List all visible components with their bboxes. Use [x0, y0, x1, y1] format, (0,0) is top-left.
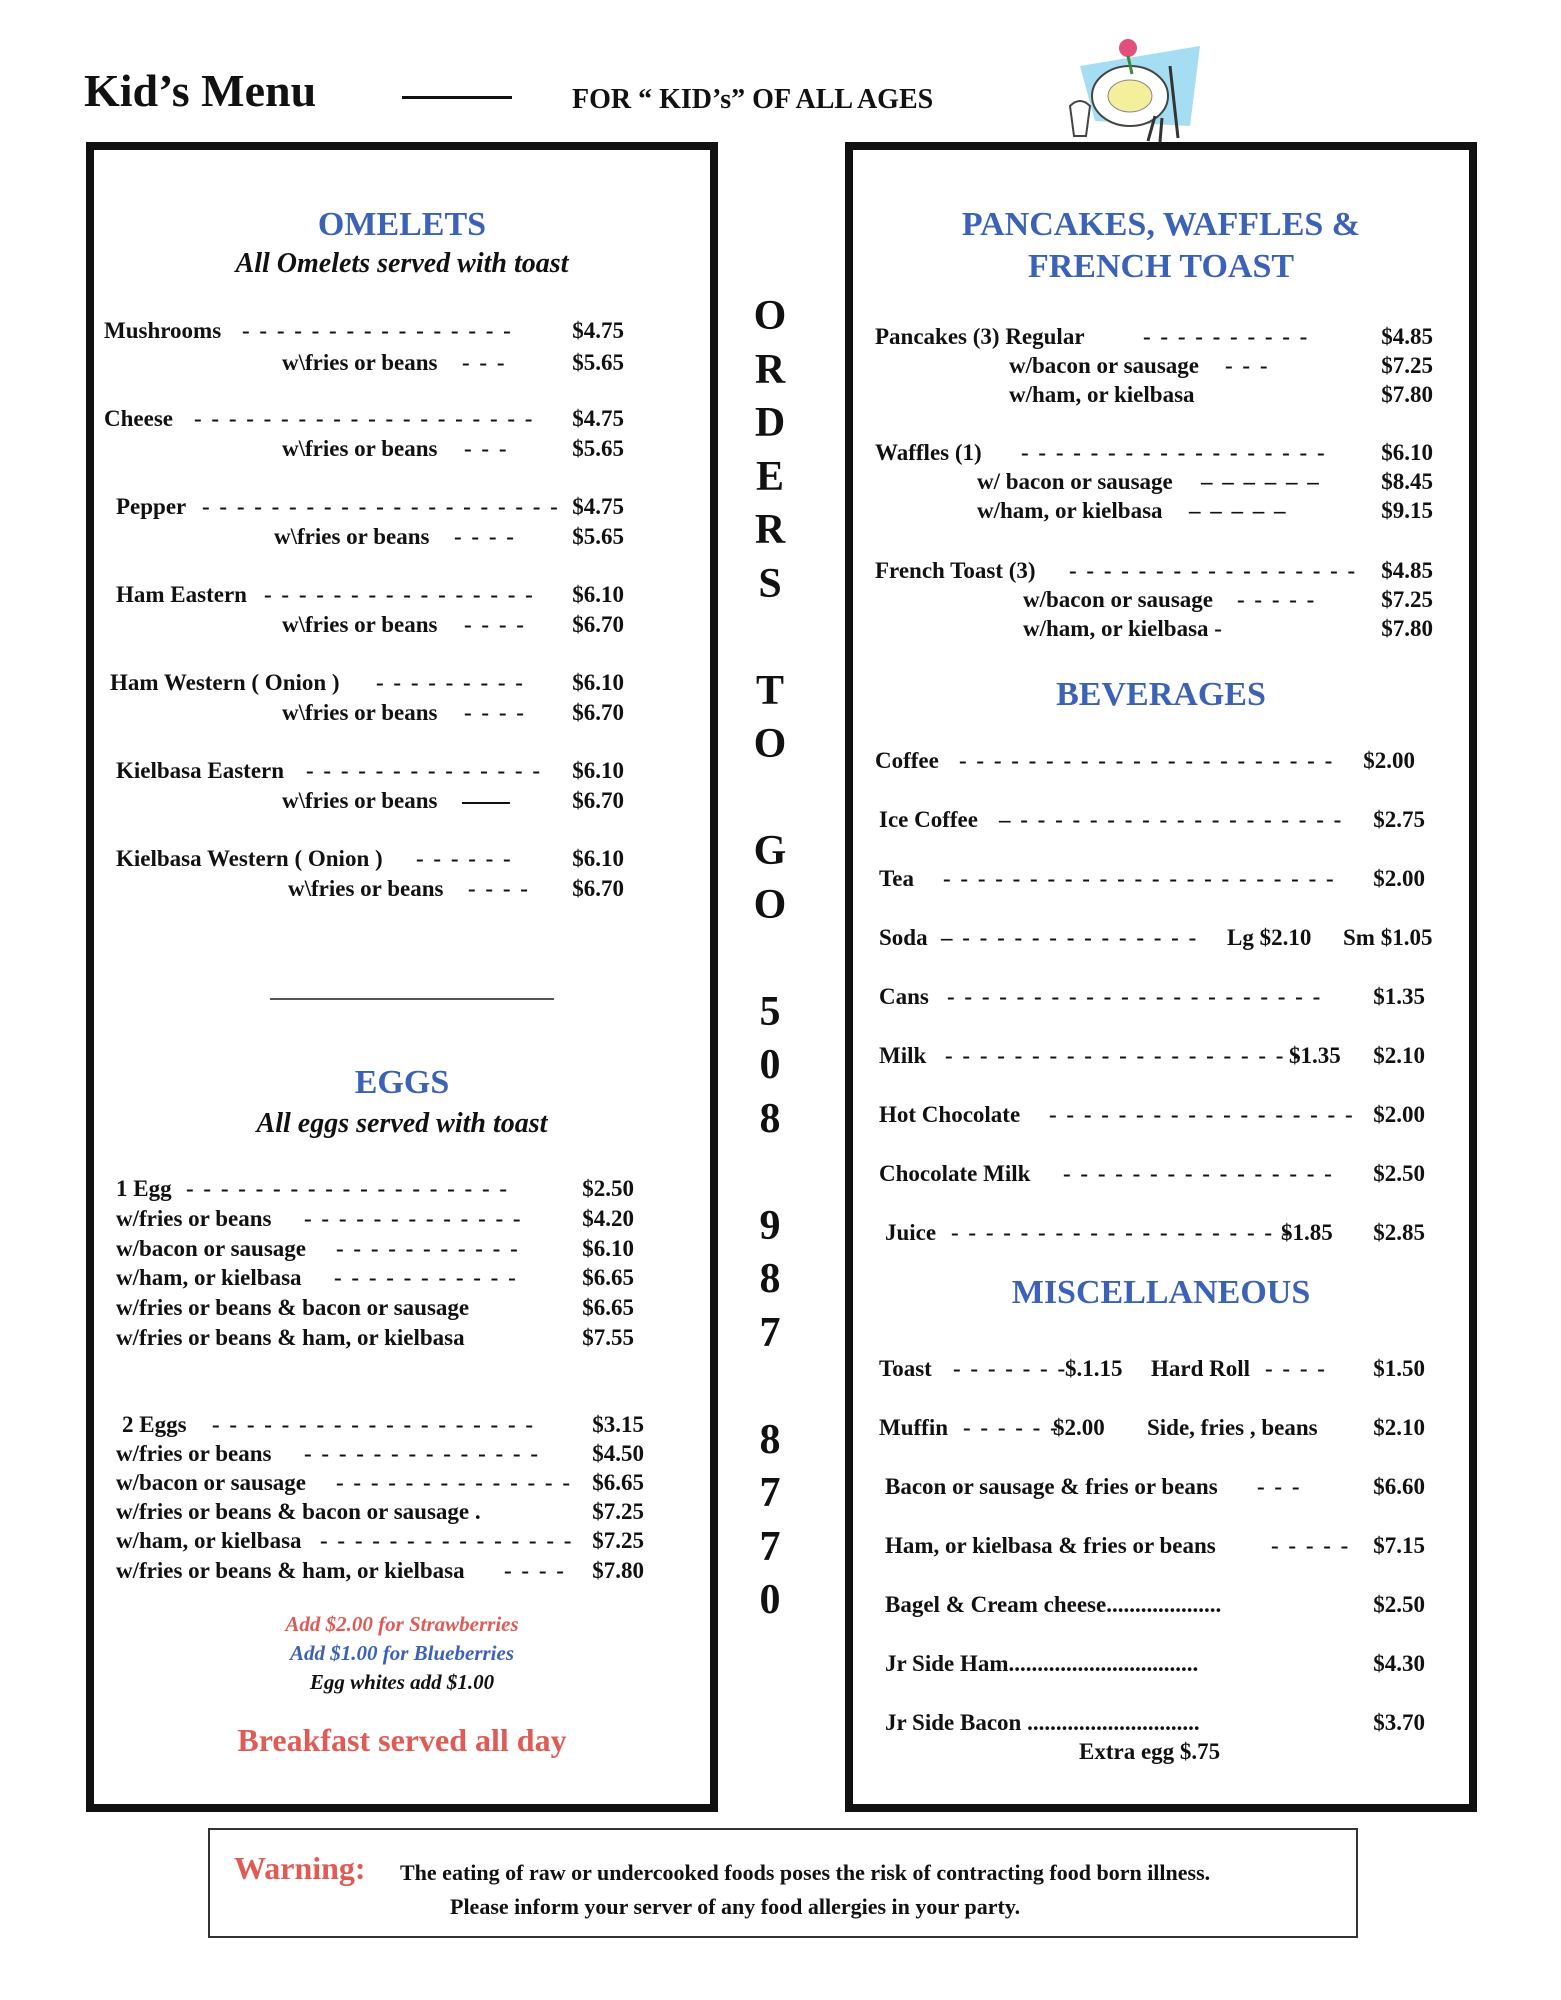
leader-dashes: - - - - - - - - - - -: [336, 1236, 520, 1261]
menu-item-price: $4.75: [572, 494, 624, 519]
vertical-char: 0: [759, 1042, 781, 1088]
menu-item-price: $6.10: [572, 846, 624, 871]
leader-dashes: - - - - -: [1271, 1533, 1351, 1558]
misc-price: $2.50: [1373, 1592, 1425, 1617]
page-subtitle: FOR “ KID’s” OF ALL AGES: [572, 84, 934, 115]
vertical-char: [730, 1360, 810, 1414]
egg-option: w/bacon or sausage: [116, 1236, 306, 1261]
vertical-char: [730, 611, 810, 665]
vertical-char: 0: [759, 1577, 781, 1623]
leader-dashes: - - - - - - - - - -: [1143, 324, 1310, 349]
egg-option: w/fries or beans & bacon or sausage .: [116, 1499, 481, 1524]
juice-small-price: $1.85: [1281, 1220, 1333, 1245]
beverage-name: Hot Chocolate: [879, 1102, 1021, 1127]
beverage-name: Chocolate Milk: [879, 1161, 1031, 1186]
menu-item-option: w\fries or beans: [274, 524, 430, 549]
misc-price: $2.10: [1373, 1415, 1425, 1440]
leader-dashes: - - - - - - - - - - - - - - - - - - - - - -: [947, 984, 1323, 1009]
leader-dashes: - - - - -: [1237, 587, 1317, 612]
title-divider: [402, 96, 512, 99]
vertical-char: O: [753, 293, 787, 339]
vertical-char: 9: [759, 1202, 781, 1249]
vertical-char: G: [753, 828, 787, 874]
vertical-char: 7: [759, 1309, 781, 1356]
beverage-name: Tea: [879, 866, 914, 891]
menu-item-price: $4.75: [572, 406, 624, 431]
misc-item: Toast: [879, 1356, 932, 1381]
leader-dashes: - - - - - - - - - - - - - - - - - - - - -: [202, 494, 560, 519]
egg-option: w/ham, or kielbasa: [116, 1265, 302, 1290]
leader-dashes: - - - - - - - - - - - - - - - - - - - -: [194, 406, 535, 431]
egg-option-price: $4.50: [592, 1441, 644, 1466]
menu-item-name: Waffles (1): [875, 440, 982, 465]
leader-dashes: – - - - - - - - - - - - - - - - - - - -: [999, 807, 1344, 832]
beverage-price: $2.00: [1373, 866, 1425, 891]
misc-item: Jr Side Bacon ..............................: [885, 1710, 1200, 1735]
misc-item: Bacon or sausage & fries or beans: [885, 1474, 1218, 1499]
leader-dashes: - - - -: [468, 876, 530, 901]
menu-item-option: w\fries or beans: [282, 612, 438, 637]
strawberries-addon: Add $2.00 for Strawberries: [285, 1612, 519, 1636]
vertical-char: O: [753, 881, 787, 928]
egg-option: 2 Eggs: [122, 1412, 187, 1437]
milk-small-price: $1.35: [1289, 1043, 1341, 1068]
leader-dashes: - - - - - - - - - - - - - - - - - - - - - -: [959, 748, 1335, 773]
leader-dashes: - - - -: [504, 1558, 566, 1583]
vertical-char: 7: [759, 1470, 781, 1516]
misc-item: Bagel & Cream cheese....................: [885, 1592, 1222, 1617]
vertical-char: S: [758, 560, 782, 607]
menu-item-option-price: $7.25: [1381, 353, 1433, 378]
menu-item-name: Pepper: [116, 494, 187, 519]
egg-option-price: $4.20: [582, 1206, 634, 1231]
egg-option-price: $2.50: [582, 1176, 634, 1201]
juice-large-price: $2.85: [1373, 1220, 1425, 1245]
leader-dashes: - - - - - - - - - - - - - -: [304, 1441, 540, 1466]
leader-dashes: - - - - - - - - - - - - - - - - - - - - -: [945, 1043, 1303, 1068]
right-menu-panel: [845, 142, 1477, 1812]
menu-item-option-price: $6.70: [572, 612, 624, 637]
extra-egg: Extra egg $.75: [1079, 1739, 1221, 1764]
vertical-char: E: [755, 453, 784, 500]
eggs-subheading: All eggs served with toast: [256, 1108, 548, 1139]
menu-item-option: w/ bacon or sausage: [977, 469, 1173, 494]
menu-item-option: w\fries or beans: [282, 350, 438, 375]
misc-item: Jr Side Ham.................................: [885, 1651, 1199, 1676]
egg-option: w/fries or beans & ham, or kielbasa: [116, 1558, 465, 1583]
omelets-heading: OMELETS: [317, 206, 487, 243]
vertical-char: 8: [759, 1416, 781, 1463]
menu-item-option-price: $6.70: [572, 876, 624, 901]
menu-item-price: $4.85: [1381, 324, 1433, 349]
egg-option-price: $6.65: [582, 1295, 634, 1320]
beverage-price: $1.35: [1373, 984, 1425, 1009]
vertical-char: [730, 932, 810, 986]
menu-item-option: w/ham, or kielbasa -: [1023, 616, 1222, 641]
egg-option-price: $6.65: [592, 1470, 644, 1495]
menu-item-option-price: $5.65: [572, 350, 624, 375]
egg-option-price: $3.15: [592, 1412, 644, 1437]
egg-option: w/bacon or sausage: [116, 1470, 306, 1495]
menu-item-option-price: $7.80: [1381, 382, 1433, 407]
misc-price: $6.60: [1373, 1474, 1425, 1499]
leader-dashes: - - - - - - - - - - - - - -: [306, 758, 542, 783]
misc-item: Hard Roll: [1151, 1356, 1251, 1381]
leader-dashes: - - - -: [454, 524, 516, 549]
menu-item-option: w\fries or beans: [282, 700, 438, 725]
warning-label: Warning:: [234, 1850, 366, 1886]
misc-heading: MISCELLANEOUS: [1011, 1274, 1311, 1311]
warning-box: [208, 1828, 1358, 1938]
menu-item-option-price: $8.45: [1381, 469, 1433, 494]
egg-option: w/fries or beans: [116, 1441, 272, 1466]
menu-item-option-price: $5.65: [572, 436, 624, 461]
menu-item-name: Cheese: [104, 406, 173, 431]
leader-dashes: – – – – –: [1189, 498, 1288, 523]
leader-dashes: - - - - - - - - - - - - - - - - - - -: [186, 1176, 510, 1201]
vertical-char: R: [754, 346, 786, 393]
beverage-price: $2.50: [1373, 1161, 1425, 1186]
place-setting-logo: [1050, 26, 1210, 146]
leader-dashes: - - - - - - - - - - - - -: [304, 1206, 523, 1231]
egg-whites-addon: Egg whites add $1.00: [309, 1670, 495, 1694]
menu-item-option: w\fries or beans: [282, 436, 438, 461]
menu-item-price: $6.10: [572, 758, 624, 783]
menu-item-option-price: $7.80: [1381, 616, 1433, 641]
vertical-char: R: [754, 507, 786, 553]
menu-item-price: $6.10: [572, 670, 624, 695]
egg-option-price: $6.10: [582, 1236, 634, 1261]
beverage-name: Milk: [879, 1043, 927, 1068]
leader-line: [462, 802, 510, 804]
misc-item: Muffin: [879, 1415, 948, 1440]
menu-item-option-price: $6.70: [572, 788, 624, 813]
egg-option: w/fries or beans & bacon or sausage: [116, 1295, 470, 1320]
misc-price: $7.15: [1373, 1533, 1425, 1558]
menu-item-name: French Toast (3): [875, 558, 1036, 583]
egg-option: w/ham, or kielbasa: [116, 1528, 302, 1553]
menu-item-name: Kielbasa Eastern: [116, 758, 285, 783]
menu-item-option-price: $6.70: [572, 700, 624, 725]
leader-dashes: – – – – – –: [1201, 469, 1321, 494]
vertical-char: D: [754, 400, 786, 446]
leader-dashes: - - -: [1225, 353, 1270, 378]
leader-dashes: - - - -: [1265, 1356, 1327, 1381]
menu-item-option-price: $9.15: [1381, 498, 1433, 523]
eggs-heading: EGGS: [354, 1064, 450, 1101]
egg-option-price: $7.55: [582, 1325, 634, 1350]
menu-item-option: w/ham, or kielbasa: [977, 498, 1163, 523]
pancakes-heading-line2: FRENCH TOAST: [1027, 248, 1295, 285]
menu-item-price: $6.10: [572, 582, 624, 607]
leader-dashes: - - - - - -: [416, 846, 513, 871]
vertical-char: O: [753, 721, 787, 767]
left-menu-panel: [86, 142, 718, 1812]
misc-item: Ham, or kielbasa & fries or beans: [885, 1533, 1216, 1558]
leader-dashes: - - - - - - - - -: [376, 670, 525, 695]
vertical-char: 8: [759, 1095, 781, 1142]
menu-item-price: $4.85: [1381, 558, 1433, 583]
page-title: Kid’s Menu: [84, 65, 317, 116]
omelets-subheading: All Omelets served with toast: [235, 248, 569, 279]
beverages-heading: BEVERAGES: [1056, 676, 1266, 713]
menu-item-option: w\fries or beans: [288, 876, 444, 901]
leader-dashes: - - - - - - - - - - - - - - - - -: [1069, 558, 1358, 583]
leader-dashes: - - -: [462, 350, 507, 375]
vertical-char: 5: [759, 988, 781, 1035]
leader-dashes: - - - - - - - - - - - - - - - - - -: [1021, 440, 1327, 465]
egg-option-price: $7.25: [592, 1528, 644, 1553]
menu-item-option: w/bacon or sausage: [1009, 353, 1199, 378]
menu-item-option-price: $7.25: [1381, 587, 1433, 612]
misc-price: $1.50: [1373, 1356, 1425, 1381]
beverage-price: $2.75: [1373, 807, 1425, 832]
vertical-char: T: [755, 667, 784, 714]
warning-text-line1: The eating of raw or undercooked foods poses the risk of contracting food born illness.: [400, 1860, 1211, 1885]
pancakes-heading-line1: PANCAKES, WAFFLES &: [961, 206, 1361, 243]
menu-item-name: Pancakes (3) Regular: [875, 324, 1085, 349]
orders-to-go-phone: [730, 290, 810, 1628]
egg-option: w/fries or beans: [116, 1206, 272, 1231]
beverage-name: Ice Coffee: [879, 807, 978, 832]
beverage-price: $2.00: [1373, 1102, 1425, 1127]
beverage-name: Juice: [885, 1220, 937, 1245]
menu-item-name: Ham Western ( Onion ): [110, 670, 340, 695]
leader-dashes: - - - - - - - - - - - - - - - -: [242, 318, 513, 343]
misc-price: $2.00: [1053, 1415, 1105, 1440]
leader-dashes: - - - -: [464, 612, 526, 637]
leader-dashes: - - -: [464, 436, 509, 461]
misc-price: $3.70: [1373, 1710, 1425, 1735]
leader-dashes: - - - - - - - - - - - - - - - - - - -: [212, 1412, 536, 1437]
beverage-name: Cans: [879, 984, 929, 1009]
menu-item-option: w/bacon or sausage: [1023, 587, 1213, 612]
leader-dashes: - - - - - - - - - - -: [334, 1265, 518, 1290]
leader-dashes: - - - -: [464, 700, 526, 725]
misc-price: $4.30: [1373, 1651, 1425, 1676]
warning-text-line2: Please inform your server of any food allergies in your party.: [450, 1894, 1021, 1919]
leader-dashes: - - - - - - - - - - - - - - - - - -: [1049, 1102, 1355, 1127]
leader-dashes: - - - - - - - - - - - - - -: [336, 1470, 572, 1495]
menu-item-name: Kielbasa Western ( Onion ): [116, 846, 383, 871]
milk-large-price: $2.10: [1373, 1043, 1425, 1068]
blueberries-addon: Add $1.00 for Blueberries: [289, 1641, 514, 1665]
vertical-char: [730, 772, 810, 826]
misc-item: Side, fries , beans: [1147, 1415, 1318, 1440]
leader-dashes: - - - - - - - - - - - - - - - - - - - -: [951, 1220, 1292, 1245]
menu-item-name: Mushrooms: [104, 318, 222, 343]
section-divider: [270, 998, 554, 1000]
beverage-name: Coffee: [875, 748, 939, 773]
leader-dashes: – - - - - - - - - - - - - - -: [941, 925, 1199, 950]
egg-option: w/fries or beans & ham, or kielbasa: [116, 1325, 465, 1350]
menu-item-option: w\fries or beans: [282, 788, 438, 813]
beverage-name: Soda: [879, 925, 928, 950]
beverage-price: $2.00: [1363, 748, 1415, 773]
leader-dashes: - - - - - -: [963, 1415, 1060, 1440]
soda-small-price: Sm $1.05: [1343, 925, 1433, 950]
leader-dashes: - - -: [1257, 1474, 1302, 1499]
menu-item-price: $4.75: [572, 318, 624, 343]
leader-dashes: - - - - - - - - - - - - - - - -: [1063, 1161, 1334, 1186]
leader-dashes: - - - - - - - - - - - - - - - - - - - - - - -: [943, 866, 1336, 891]
soda-large-price: Lg $2.10: [1227, 925, 1312, 950]
misc-price: $.1.15: [1065, 1356, 1123, 1381]
leader-dashes: - - - - - - - - - - - - - - -: [320, 1528, 574, 1553]
egg-option-price: $6.65: [582, 1265, 634, 1290]
leader-dashes: - - - - - - - - - - - - - - - -: [264, 582, 535, 607]
menu-item-name: Ham Eastern: [116, 582, 247, 607]
vertical-char: 7: [759, 1523, 781, 1570]
breakfast-all-day: Breakfast served all day: [237, 1722, 567, 1758]
egg-option: 1 Egg: [116, 1176, 172, 1201]
vertical-char: [730, 1146, 810, 1200]
menu-item-option-price: $5.65: [572, 524, 624, 549]
menu-item-option: w/ham, or kielbasa: [1009, 382, 1195, 407]
egg-option-price: $7.80: [592, 1558, 644, 1583]
menu-item-price: $6.10: [1381, 440, 1433, 465]
leader-dashes: - - - - - - -: [953, 1356, 1068, 1381]
egg-option-price: $7.25: [592, 1499, 644, 1524]
vertical-char: 8: [759, 1256, 781, 1302]
